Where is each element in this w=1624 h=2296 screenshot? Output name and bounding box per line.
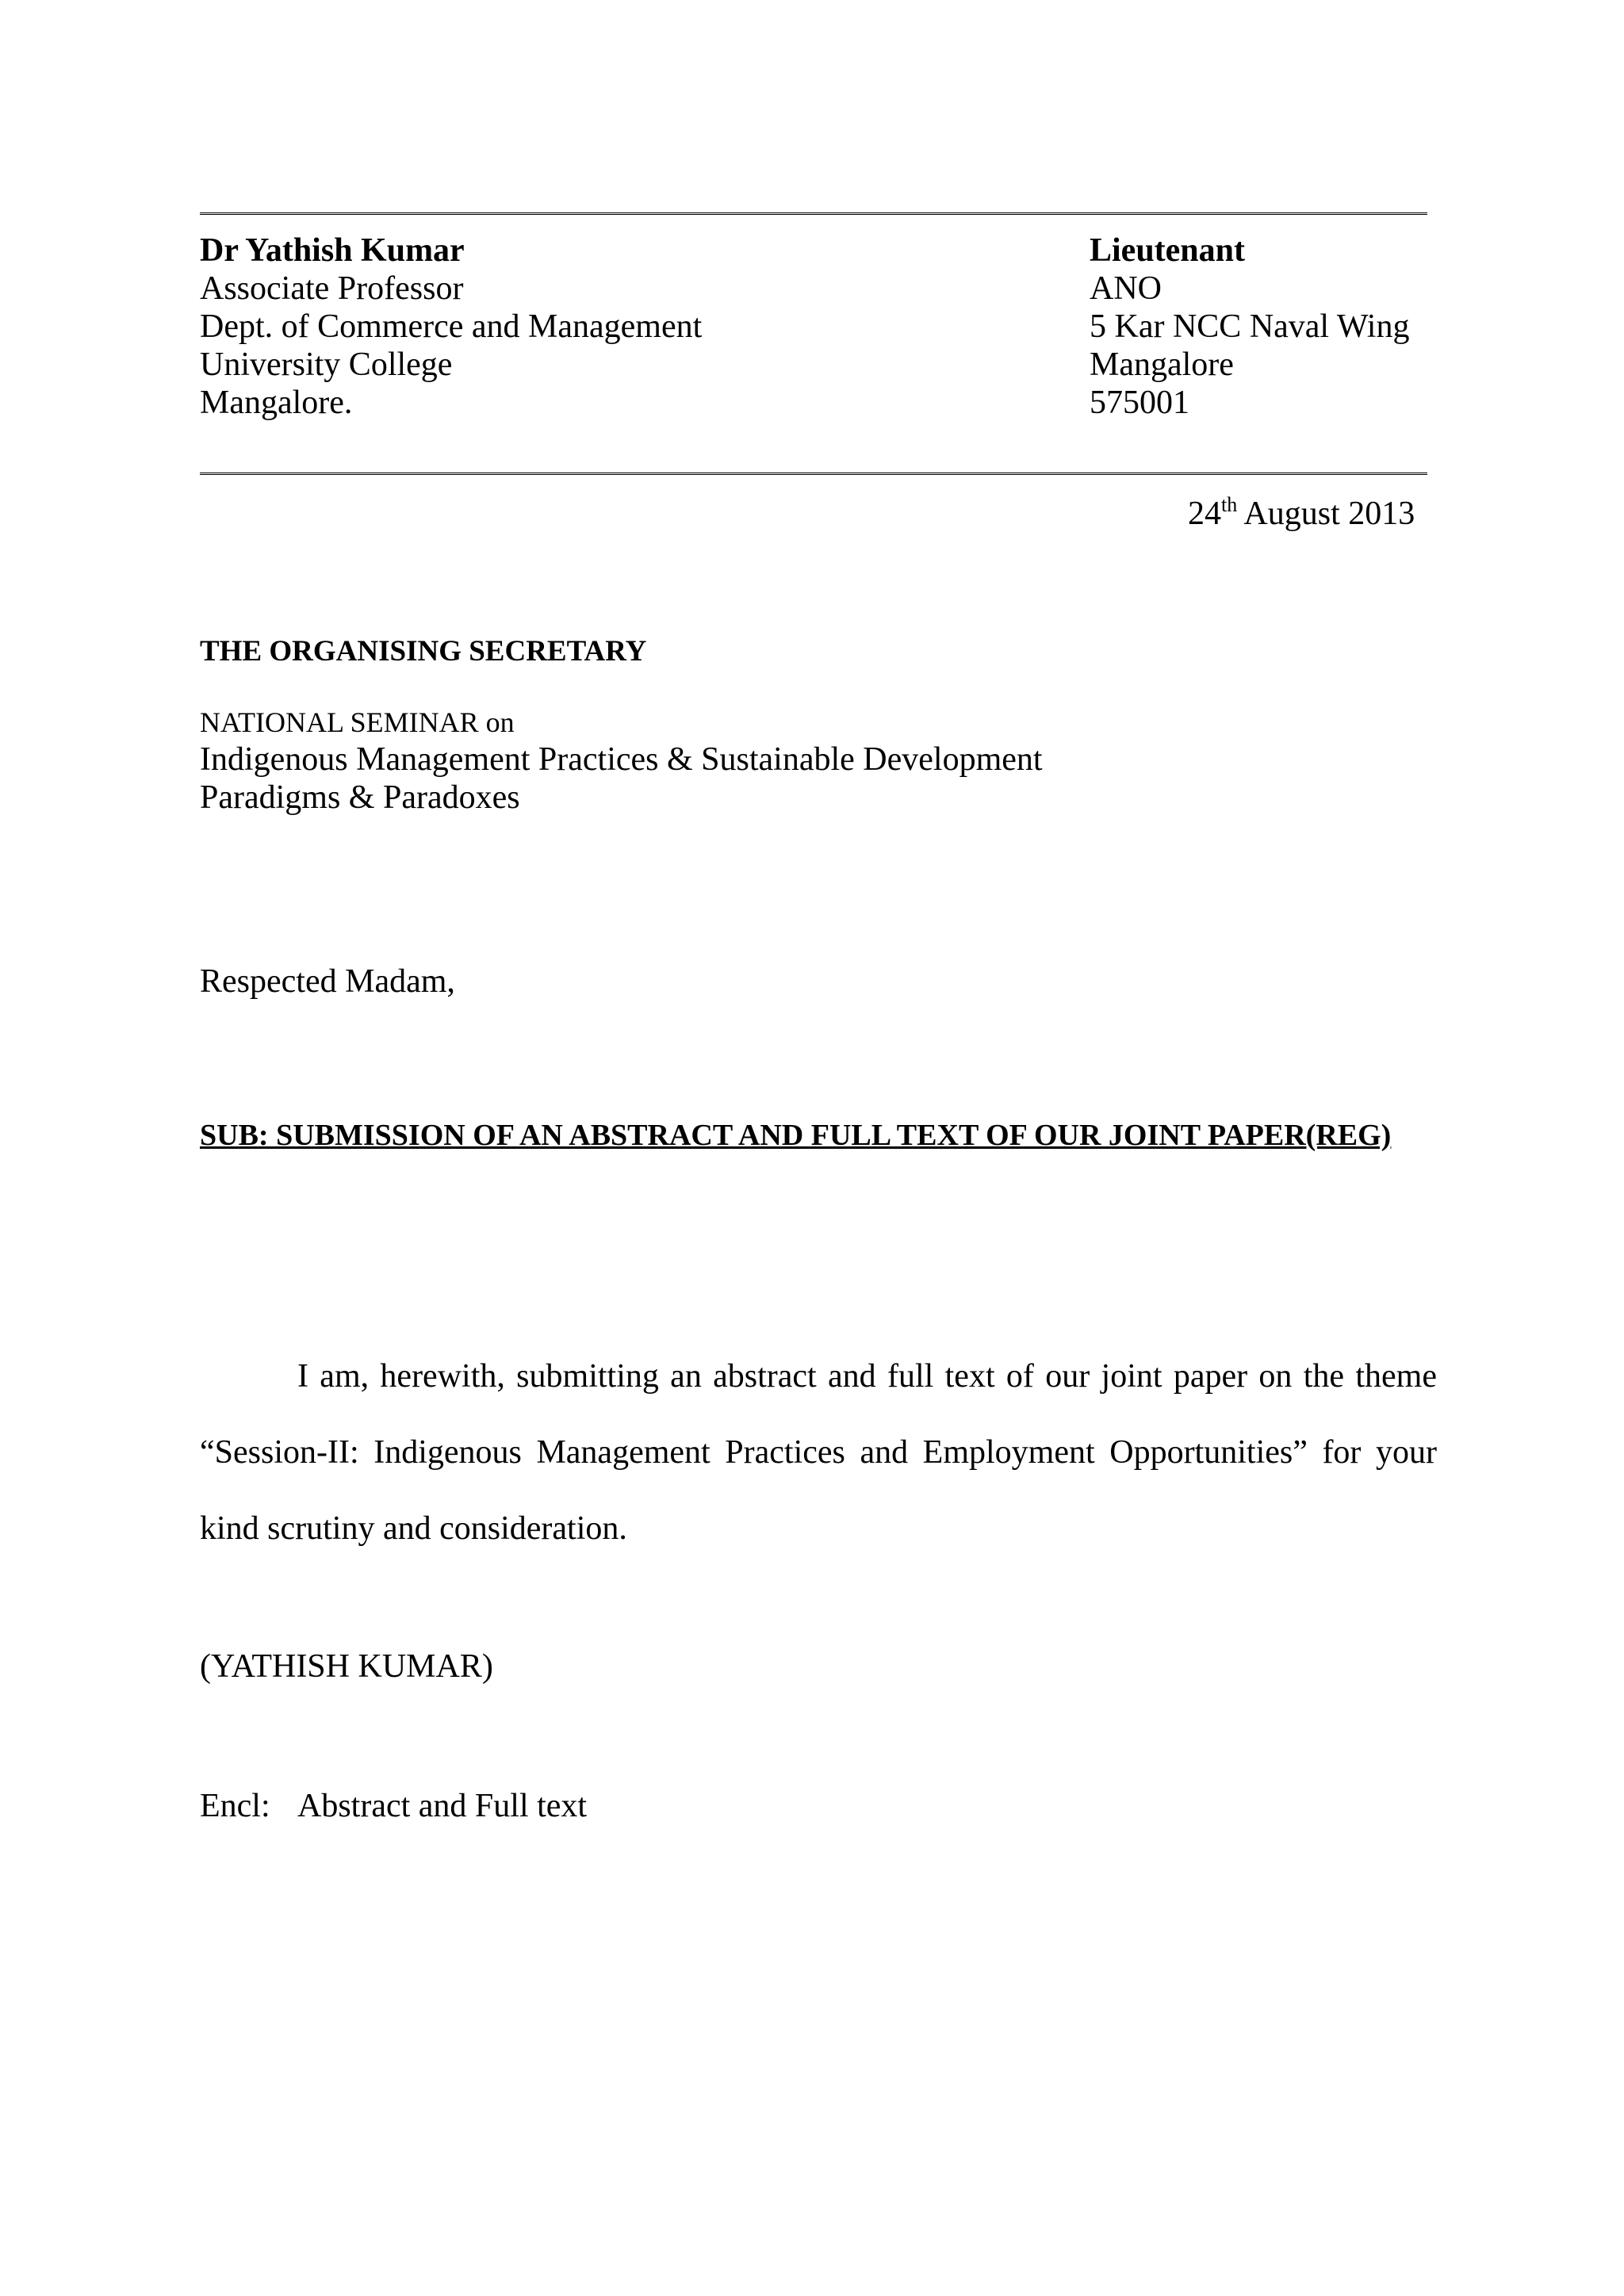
salutation: Respected Madam, <box>200 963 455 1000</box>
co-sender-role: ANO <box>1090 270 1162 307</box>
recipient-title: THE ORGANISING SECRETARY <box>200 635 647 668</box>
co-sender-rank: Lieutenant <box>1090 232 1246 269</box>
recipient-theme-line2: Paradigms & Paradoxes <box>200 779 520 816</box>
sender-title: Associate Professor <box>200 270 464 307</box>
recipient-theme-line1: Indigenous Management Practices & Sustainable Development <box>200 741 1043 778</box>
date-rest: August 2013 <box>1243 496 1415 532</box>
date-suffix: th <box>1221 493 1238 516</box>
co-sender-city: Mangalore <box>1090 346 1234 383</box>
enclosure <box>200 1787 587 1825</box>
co-sender-pin: 575001 <box>1090 385 1189 421</box>
subject-text: : SUBMISSION OF AN ABSTRACT AND FULL TEXT OF OUR JOINT PAPER(REG) <box>258 1119 1392 1152</box>
enclosure-text: Abstract and Full text <box>297 1788 588 1824</box>
letter-date <box>1188 493 1415 533</box>
sender-department: Dept. of Commerce and Management <box>200 308 703 345</box>
co-sender-unit: 5 Kar NCC Naval Wing <box>1090 308 1410 345</box>
date-day: 24 <box>1188 496 1221 532</box>
subject-label: SUB <box>200 1119 259 1152</box>
recipient-event: NATIONAL SEMINAR on <box>200 706 515 738</box>
bottom-divider <box>200 473 1427 475</box>
top-divider <box>200 212 1427 215</box>
sender-city: Mangalore. <box>200 385 353 421</box>
sender-institution: University College <box>200 346 453 383</box>
body-paragraph: I am, herewith, submitting an abstract and full text of our joint paper on the theme “Session-II: Indigenous Management Practices and Employment Opportunities” for your kind scrutiny and consideration. <box>200 1358 1437 1547</box>
enclosure-label: Encl: <box>200 1788 270 1824</box>
sender-name: Dr Yathish Kumar <box>200 232 465 269</box>
subject-line <box>200 1116 1437 1154</box>
signature: (YATHISH KUMAR) <box>200 1648 493 1685</box>
